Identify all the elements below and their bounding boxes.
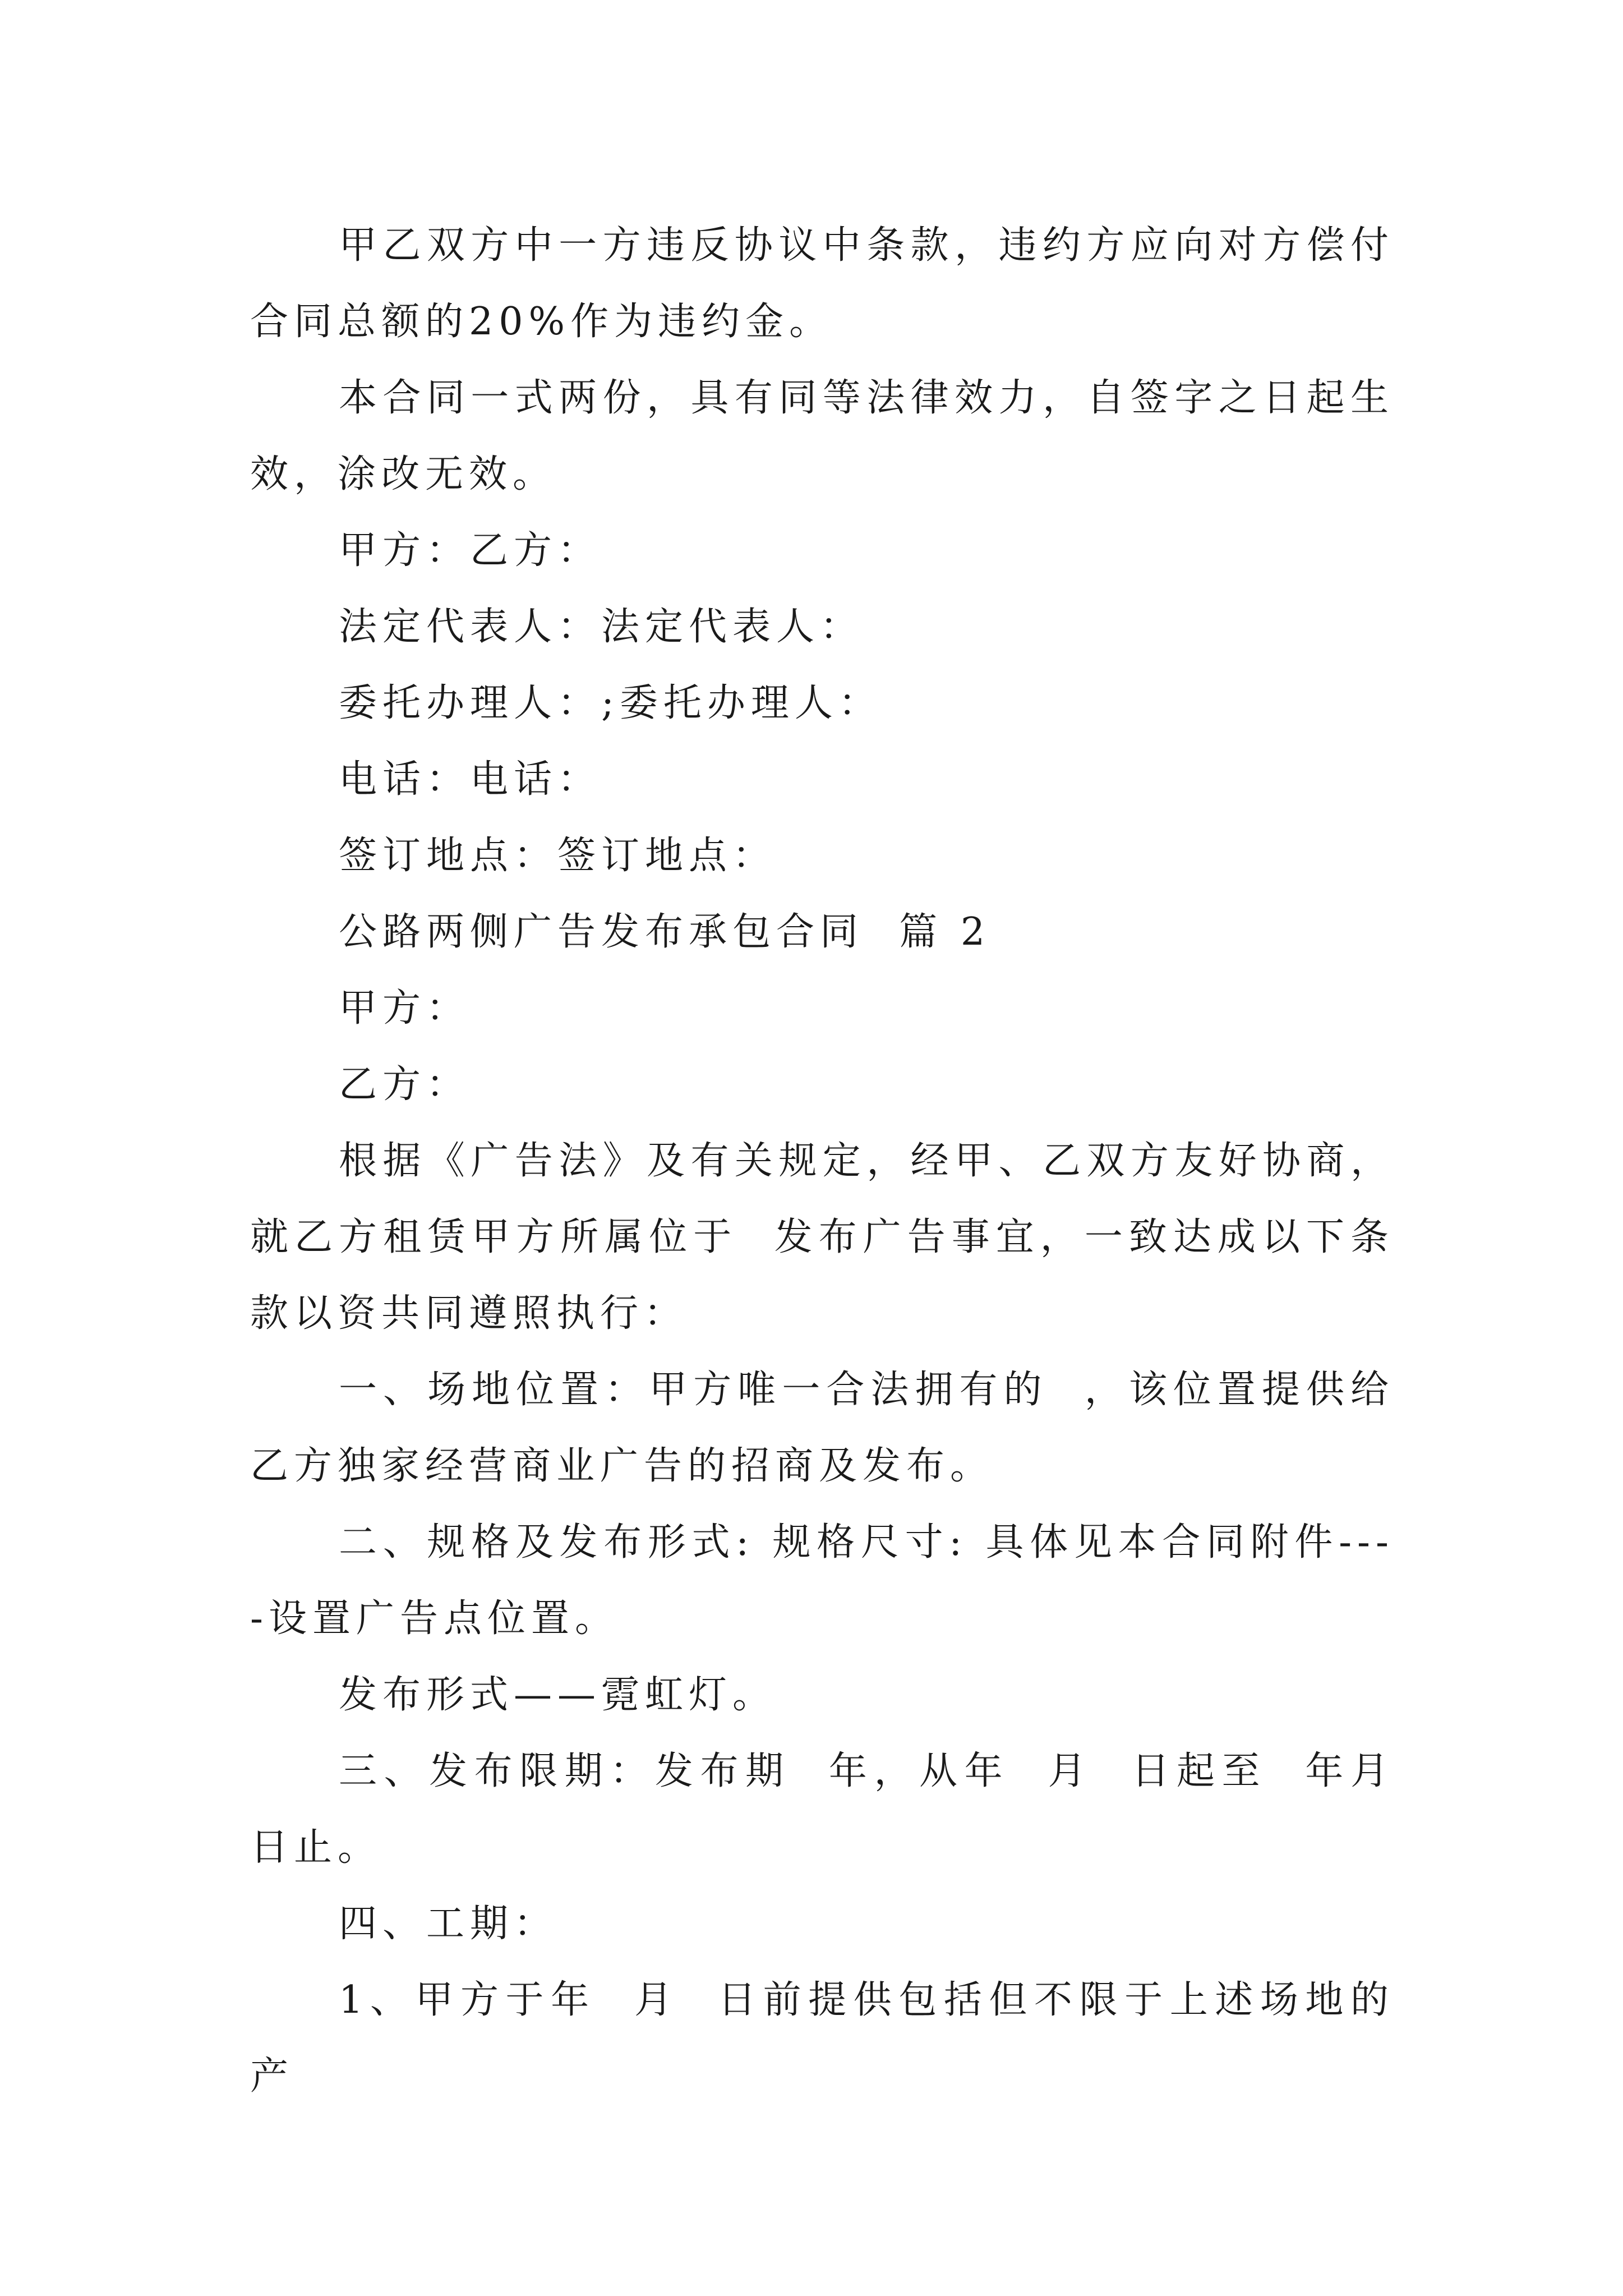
paragraph-schedule-item-1: 1、甲方于年 月 日前提供包括但不限于上述场地的产 — [250, 1978, 1394, 2099]
paragraph-party-b: 乙方： — [339, 1062, 471, 1107]
paragraph-clause-schedule: 四、工期： — [339, 1902, 558, 1946]
paragraph-signing-place: 签订地点：签订地点： — [339, 834, 777, 878]
section-title-contract-2: 公路两侧广告发布承包合同 篇 2 — [339, 910, 991, 954]
paragraph-authorized-agent: 委托办理人：;委托办理人： — [339, 681, 882, 725]
paragraph-legal-representative: 法定代表人：法定代表人： — [339, 605, 864, 649]
paragraph-party-a: 甲方： — [339, 986, 471, 1030]
paragraph-preamble: 根据《广告法》及有关规定，经甲、乙双方友好协商，就乙方租赁甲方所属位于 发布广告事宜，一致达成以下条款以资共同遵照执行： — [250, 1139, 1394, 1336]
paragraph-party-labels: 甲方：乙方： — [339, 528, 602, 573]
paragraph-clause-location: 一、场地位置：甲方唯一合法拥有的 ，该位置提供给乙方独家经营商业广告的招商及发布。 — [250, 1368, 1394, 1488]
paragraph-breach-penalty: 甲乙双方中一方违反协议中条款，违约方应向对方偿付合同总额的20%作为违约金。 — [250, 223, 1394, 344]
paragraph-clause-period: 三、发布限期：发布期 年，从年 月 日起至 年月 日止。 — [250, 1749, 1430, 1870]
document-body — [250, 208, 1430, 2115]
paragraph-publish-form: 发布形式——霓虹灯。 — [339, 1673, 777, 1717]
paragraph-contract-validity: 本合同一式两份，具有同等法律效力，自签字之日起生效，涂改无效。 — [250, 376, 1394, 496]
paragraph-phone: 电话：电话： — [339, 757, 602, 802]
paragraph-clause-specs: 二、规格及发布形式: 规格尺寸: 具体见本合同附件----设置广告点位置。 — [250, 1520, 1394, 1641]
